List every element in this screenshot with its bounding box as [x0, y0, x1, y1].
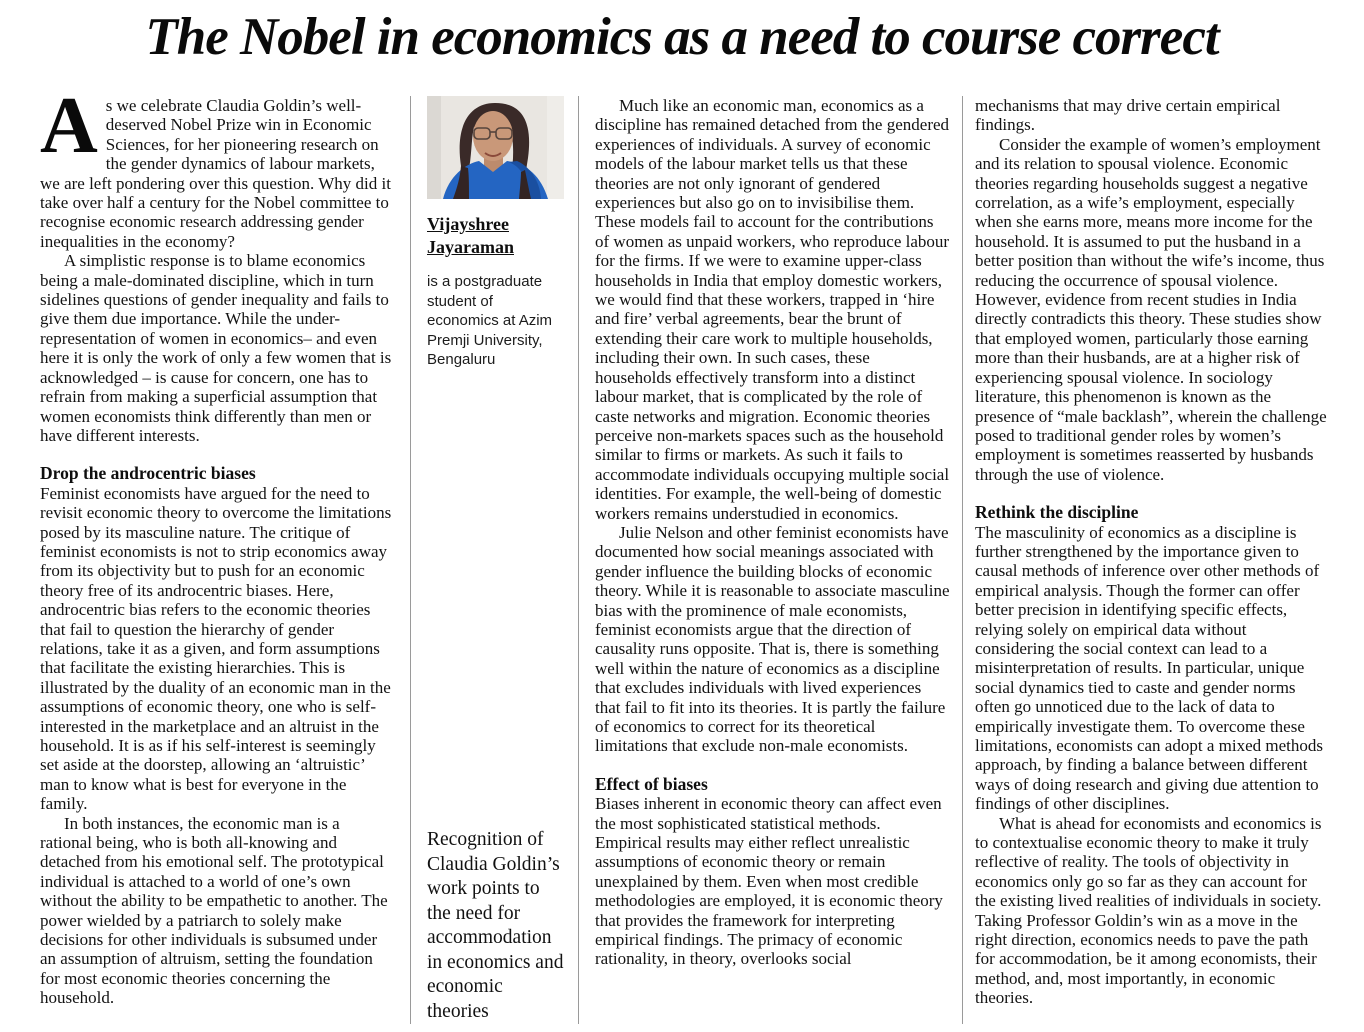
section-heading: Effect of biases — [595, 773, 708, 794]
author-name: Vijayshree Jayaraman — [427, 214, 514, 257]
section-heading: Drop the androcentric biases — [40, 463, 256, 484]
paragraph: The masculinity of economics as a discipline is further strengthened by the importance given to causal methods of inference over other methods of empirical analysis. Though the former can offer better precision in identifying specific effects, relying solely on empirical data without considering the social context can lead to a misinterpretation of results. In particular, unique social dynamics tied to caste and gender norms often go unnoticed due to the lack of data to empirically investigate them. To overcome these limitations, economists can adopt a mixed methods approach, by finding a balance between different ways of doing research and giving due attention to findings of other disciplines. — [975, 522, 1323, 814]
paragraph: Consider the example of women’s employment and its relation to spousal violence. Economic theories regarding households suggest a negative correlation, as a wife’s employment, especially when she earns more, means more income for the household. It is assumed to put the husband in a better position than without the wife’s income, thus reducing the occurrence of spousal violence. However, evidence from recent studies in India directly contradicts this theory. These studies show that employed women, particularly those earning more than their husbands, are at a higher risk of experiencing spousal violence. In sociology literature, this phenomenon is known as the presence of “male backlash”, wherein the challenge posed to traditional gender roles by women’s employment is sometimes reasserted by husbands through the use of violence. — [975, 134, 1327, 484]
column-3 — [578, 96, 962, 1024]
column-4 — [962, 96, 1330, 1024]
paragraph-text: s we celebrate Claudia Goldin’s well-deserved Nobel Prize win in Economic Sciences, for her pioneering research on the gender dynamics of labour markets, we are left pondering over this question. Why did it take over half a century for the Nobel committee to recognise economic research addressing gender inequalities in the economy? — [40, 96, 391, 251]
paragraph: Much like an economic man, economics as a discipline has remained detached from the gendered experiences of individuals. A survey of economic models of the labour market tells us that these theories are not only ignorant of gendered experiences but also go on to invisibilise them. These models fail to account for the contributions of women as unpaid workers, who reproduce labour for the firms. If we were to examine upper-class households in India that employ domestic workers, we would find that these workers, trapped in ‘hire and fire’ verbal agreements, bear the brunt of extending their care work to multiple households, including their own. In such cases, these households effectively transform into a distinct labour market, that is complicated by the role of caste networks and migration. Economic theories perceive non-markets spaces such as the household similar to firms or markets. As such it fails to accommodate individuals occupying multiple social identities. For example, the well-being of domestic workers remains understudied in economics. — [595, 96, 950, 523]
column-1 — [40, 96, 410, 1024]
paragraph — [40, 96, 395, 251]
author-bio: is a postgraduate student of economics at Azim Premji University, Bengaluru — [427, 273, 553, 368]
paragraph: In both instances, the economic man is a rational being, who is both all-knowing and detached from his emotional self. The prototypical individual is attached to a world of one’s own without the ability to be empathetic to another. The power wielded by a patriarch to solely make decisions for other individuals is subsumed under an assumption of altruism, setting the foundation for most economic theories concerning the household. — [40, 813, 388, 1008]
author-photo — [427, 96, 564, 199]
paragraph: A simplistic response is to blame economics being a male-dominated discipline, which in turn sidelines questions of gender inequality and fails to give them due importance. While the under-representation of women in economics– and even here it is only the work of only a few women that is acknowledged – is cause for concern, one has to refrain from making a superficial assumption that women economists think differently than men or have different interests. — [40, 251, 392, 445]
paragraph: What is ahead for economists and economics is to contextualise economic theory to make it truly reflective of reality. The tools of objectivity in economics only go so far as they can account for the existing lived realities of individuals in society. Taking Professor Goldin’s win as a move in the right direction, economics needs to pave the path for accommodation, be it among economists, their method, and, most importantly, in economic theories. — [975, 813, 1322, 1008]
pull-quote: Recognition of Claudia Goldin’s work points to the need for accommodation in economics and economic theories — [427, 829, 564, 1022]
author-column — [410, 96, 578, 1024]
section-heading: Rethink the discipline — [975, 502, 1139, 523]
paragraph: Feminist economists have argued for the need to revisit economic theory to overcome the limitations posed by its masculine nature. The critique of feminist economists is not to strip economics away from its objectivity but to push for an economic theory free of its androcentric biases. Here, androcentric bias refers to the economic theories that fail to question the hierarchy of gender relations, take it as a given, and form assumptions that facilitate the existing hierarchies. This is illustrated by the duality of an economic man in the assumptions of economic theory, one who is self-interested in the marketplace and an altruist in the household. It is as if his self-interest is seemingly set aside at the doorstep, allowing an ‘altruistic’ man to know what is best for everyone in the family. — [40, 483, 392, 814]
paragraph: Julie Nelson and other feminist economists have documented how social meanings associated with gender influence the building blocks of economic theory. While it is reasonable to associate masculine bias with the prominence of male economists, feminist economists argue that the direction of causality runs opposite. That is, there is something well within the nature of economics as a discipline that excludes individuals with lived experiences that fail to fit into its theories. It is partly the failure of economics to correct for its theoretical limitations that exclude non-male economists. — [595, 522, 950, 756]
drop-cap: A — [40, 96, 98, 170]
paragraph: Biases inherent in economic theory can affect even the most sophisticated statistical methods. Empirical results may either reflect unrealistic assumptions of economic theory or remain unexplained by them. Even when most credible methodologies are employed, it is economic theory that provides the framework for interpreting empirical findings. The primacy of economic rationality, in theory, overlooks social — [595, 794, 943, 969]
article-columns — [40, 96, 1330, 1024]
paragraph: mechanisms that may drive certain empirical findings. — [975, 96, 1281, 135]
article-title: The Nobel in economics as a need to course correct — [145, 8, 1219, 66]
